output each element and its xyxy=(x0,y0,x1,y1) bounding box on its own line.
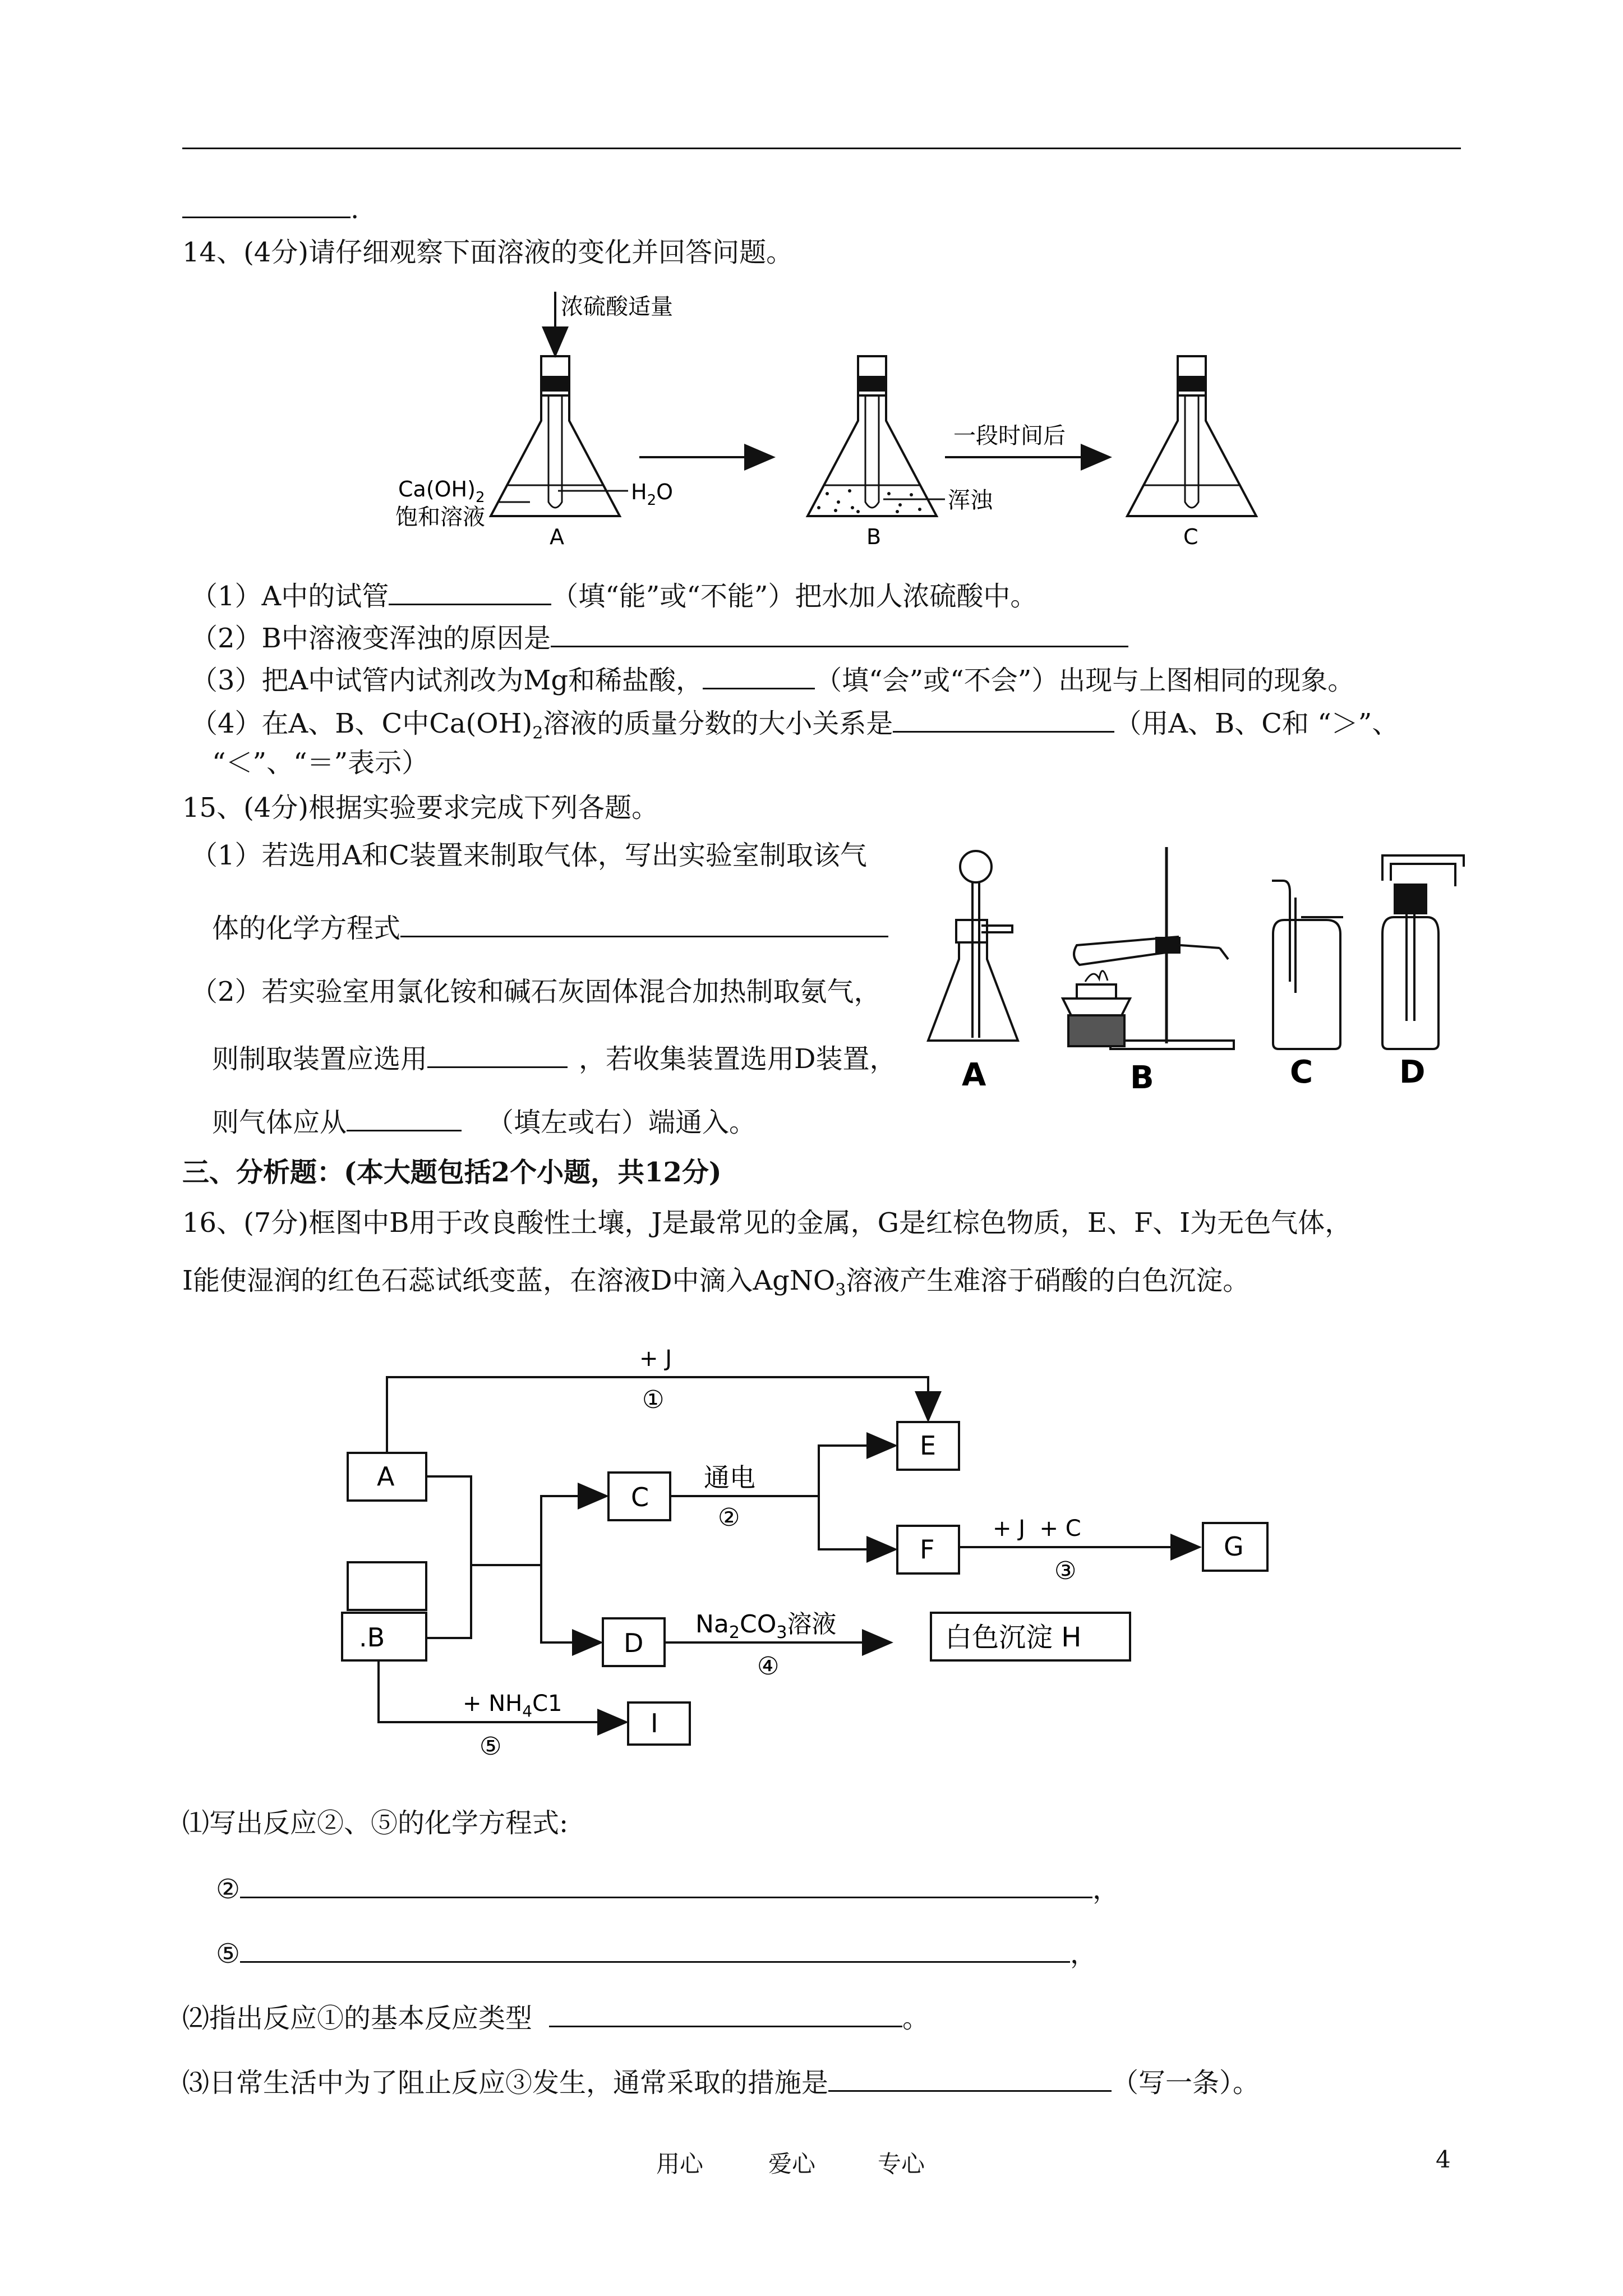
q16-sub1-eq5: ⑤ ， xyxy=(216,1935,1097,1971)
apparatus-b xyxy=(1063,847,1234,1049)
apparatus-a xyxy=(928,851,1018,1041)
node-b: .B xyxy=(359,1622,385,1653)
after-time-label: 一段时间后 xyxy=(953,423,1066,449)
label-electrolysis: 通电 xyxy=(704,1462,755,1493)
footer-motto-1: 用心 xyxy=(656,2150,704,2178)
node-e: E xyxy=(920,1430,937,1461)
footer-motto-3: 专心 xyxy=(878,2150,925,2178)
q14-part3: （3）把A中试管内试剂改为Mg和稀盐酸， （填“会”或“不会”）出现与上图相同的现象。 xyxy=(191,662,1354,697)
q15-part2: （2）若实验室用氯化铵和碱石灰固体混合加热制取氨气， xyxy=(191,976,881,1007)
q16-sub1-eq2: ② ， xyxy=(216,1871,1119,1906)
q16-stem-line2: I能使湿润的红色石蕊试纸变蓝，在溶液D中滴入AgNO$_3$溶液产生难溶于硝酸的白色沉淀。 xyxy=(182,1265,1250,1300)
label-j-c: + J + C xyxy=(993,1516,1081,1542)
label-n1: ① xyxy=(642,1386,665,1414)
q15-part2-end: 则气体应从 （填左或右）端通入。 xyxy=(212,1104,756,1139)
flask-b xyxy=(808,356,945,516)
flask-c-label: C xyxy=(1183,524,1198,549)
q14-figure xyxy=(393,286,1290,567)
q15-apparatus xyxy=(925,836,1475,1105)
node-i: I xyxy=(651,1708,658,1738)
flask-a xyxy=(491,356,628,516)
q14-part2: （2）B中溶液变浑浊的原因是 xyxy=(191,620,1128,655)
turbid-label: 浑浊 xyxy=(948,487,993,513)
flask-b-label: B xyxy=(866,524,882,549)
saturated-label: 饱和溶液 xyxy=(395,504,485,530)
caoh-label: $Ca(OH)_2$ xyxy=(398,477,485,506)
q16-sub3: ⑶日常生活中为了阻止反应③发生，通常采取的措施是 （写一条）。 xyxy=(182,2064,1260,2100)
section3-heading: 三、分析题：(本大题包括2个小题，共12分) xyxy=(182,1157,722,1188)
page-number: 4 xyxy=(1436,2146,1451,2173)
label-n3: ③ xyxy=(1054,1557,1077,1585)
node-g: G xyxy=(1224,1531,1244,1562)
node-c: C xyxy=(631,1482,649,1512)
label-na2co3: $Na_2CO_3$溶液 xyxy=(695,1610,837,1642)
h2o-label: $H_2O$ xyxy=(631,480,674,509)
q16-stem-line1: 16、(7分)框图中B用于改良酸性土壤，J是最常见的金属，G是红棕色物质，E、F、I为无色气体， xyxy=(182,1207,1352,1239)
q15-stem: 15、(4分)根据实验要求完成下列各题。 xyxy=(182,792,659,823)
apparatus-b-label: B xyxy=(1130,1060,1154,1096)
apparatus-c xyxy=(1272,881,1343,1049)
q14-part1: （1）A中的试管 （填“能”或“不能”）把水加人浓硫酸中。 xyxy=(191,578,1037,613)
apparatus-a-label: A xyxy=(962,1057,986,1093)
node-a: A xyxy=(377,1461,395,1492)
q14-part4: （4）在A、B、C中$Ca(OH)_2$溶液的质量分数的大小关系是 （用A、B、C和 “＞”、 xyxy=(191,705,1399,751)
q14-part4-cont: “＜”、“＝”表示） xyxy=(212,747,429,779)
q15-part2-cont: 则制取装置应选用 ，若收集装置选用D装置， xyxy=(212,1041,897,1076)
q16-sub2: ⑵指出反应①的基本反应类型 。 xyxy=(182,2000,929,2035)
q15-part1: （1）若选用A和C装置来制取气体，写出实验室制取该气 xyxy=(191,840,867,871)
label-plus-j: + J xyxy=(639,1346,672,1372)
apparatus-d xyxy=(1382,855,1464,1049)
q16-flowchart xyxy=(325,1335,1290,1756)
flask-a-label: A xyxy=(550,524,564,549)
label-n2: ② xyxy=(718,1503,740,1532)
flask-c xyxy=(1127,356,1256,516)
node-d: D xyxy=(624,1628,644,1658)
conc-acid-label: 浓硫酸适量 xyxy=(561,294,673,320)
top-blank-line: . xyxy=(182,191,359,226)
apparatus-c-label: C xyxy=(1290,1054,1313,1091)
footer-motto-2: 爱心 xyxy=(768,2150,816,2178)
label-n4: ④ xyxy=(757,1652,780,1681)
node-f: F xyxy=(920,1534,935,1565)
header-rule xyxy=(182,148,1461,149)
label-n5: ⑤ xyxy=(479,1732,502,1756)
q15-part1-cont: 体的化学方程式 xyxy=(212,910,888,945)
label-nh4cl: + $NH_4C1$ xyxy=(463,1691,562,1720)
node-h: 白色沉淀 H xyxy=(945,1622,1082,1653)
q16-sub1: ⑴写出反应②、⑤的化学方程式: xyxy=(182,1807,569,1839)
apparatus-d-label: D xyxy=(1399,1054,1426,1091)
q14-stem: 14、(4分)请仔细观察下面溶液的变化并回答问题。 xyxy=(182,237,794,268)
